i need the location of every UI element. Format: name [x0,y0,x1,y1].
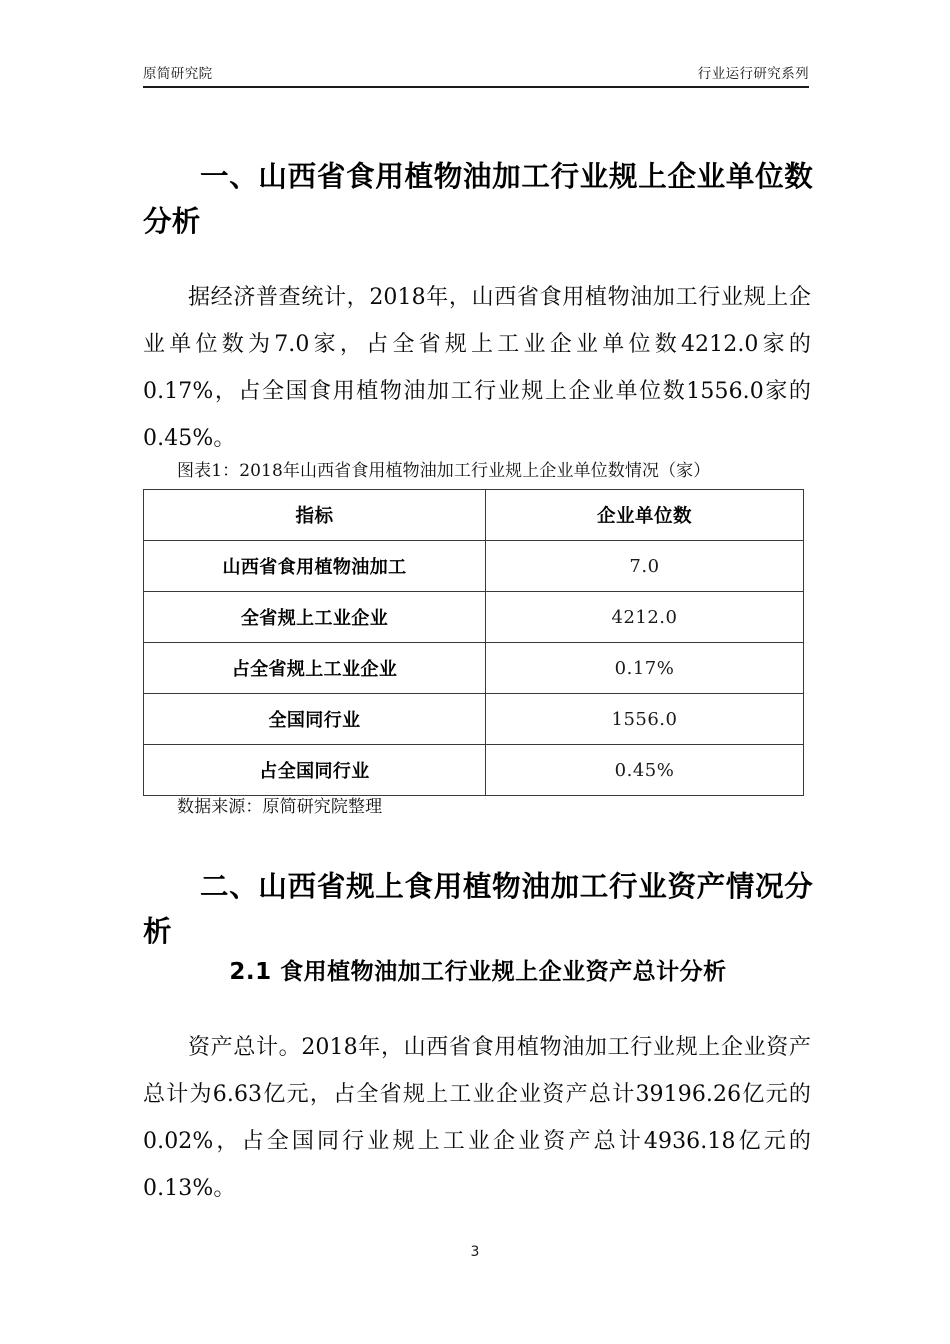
page-running-header [143,66,809,88]
table-header-row [144,490,804,541]
page-number: 3 [470,1244,480,1260]
table-row [144,745,804,796]
table-row [144,541,804,592]
table-caption: 图表1：2018年山西省食用植物油加工行业规上企业单位数情况（家） [177,461,711,481]
table-header-indicator: 指标 [144,490,486,541]
table-cell-label: 占全国同行业 [144,745,486,796]
table-cell-value: 4212.0 [486,592,804,643]
table-cell-label: 全省规上工业企业 [144,592,486,643]
table-cell-value: 1556.0 [486,694,804,745]
section-heading-1: 一、山西省食用植物油加工行业规上企业单位数分析 [143,159,813,239]
table-cell-label: 山西省食用植物油加工 [144,541,486,592]
table-cell-value: 0.17% [486,643,804,694]
table-cell-label: 全国同行业 [144,694,486,745]
table-row [144,643,804,694]
enterprise-unit-count-table [143,489,804,796]
body-paragraph-2: 资产总计。2018年，山西省食用植物油加工行业规上企业资产总计为6.63亿元，占全省规上工业企业资产总计39196.26亿元的0.02%，占全国同行业规上工业企业资产总计4936.18亿元的0.13%。 [143,1035,811,1201]
table-row [144,592,804,643]
table-cell-label: 占全省规上工业企业 [144,643,486,694]
table-cell-value: 7.0 [486,541,804,592]
table-header-unit-count: 企业单位数 [486,490,804,541]
table-row [144,694,804,745]
header-left-text: 原简研究院 [143,66,213,82]
section-heading-2-1: 2.1 食用植物油加工行业规上企业资产总计分析 [229,959,727,986]
body-paragraph-1: 据经济普查统计，2018年，山西省食用植物油加工行业规上企业单位数为7.0家，占全省规上工业企业单位数4212.0家的0.17%，占全国食用植物油加工行业规上企业单位数1556.0家的0.45%。 [143,285,811,451]
header-right-text: 行业运行研究系列 [697,66,809,82]
table-source-note: 数据来源：原简研究院整理 [177,797,383,817]
section-heading-2: 二、山西省规上食用植物油加工行业资产情况分析 [143,869,813,949]
table-cell-value: 0.45% [486,745,804,796]
